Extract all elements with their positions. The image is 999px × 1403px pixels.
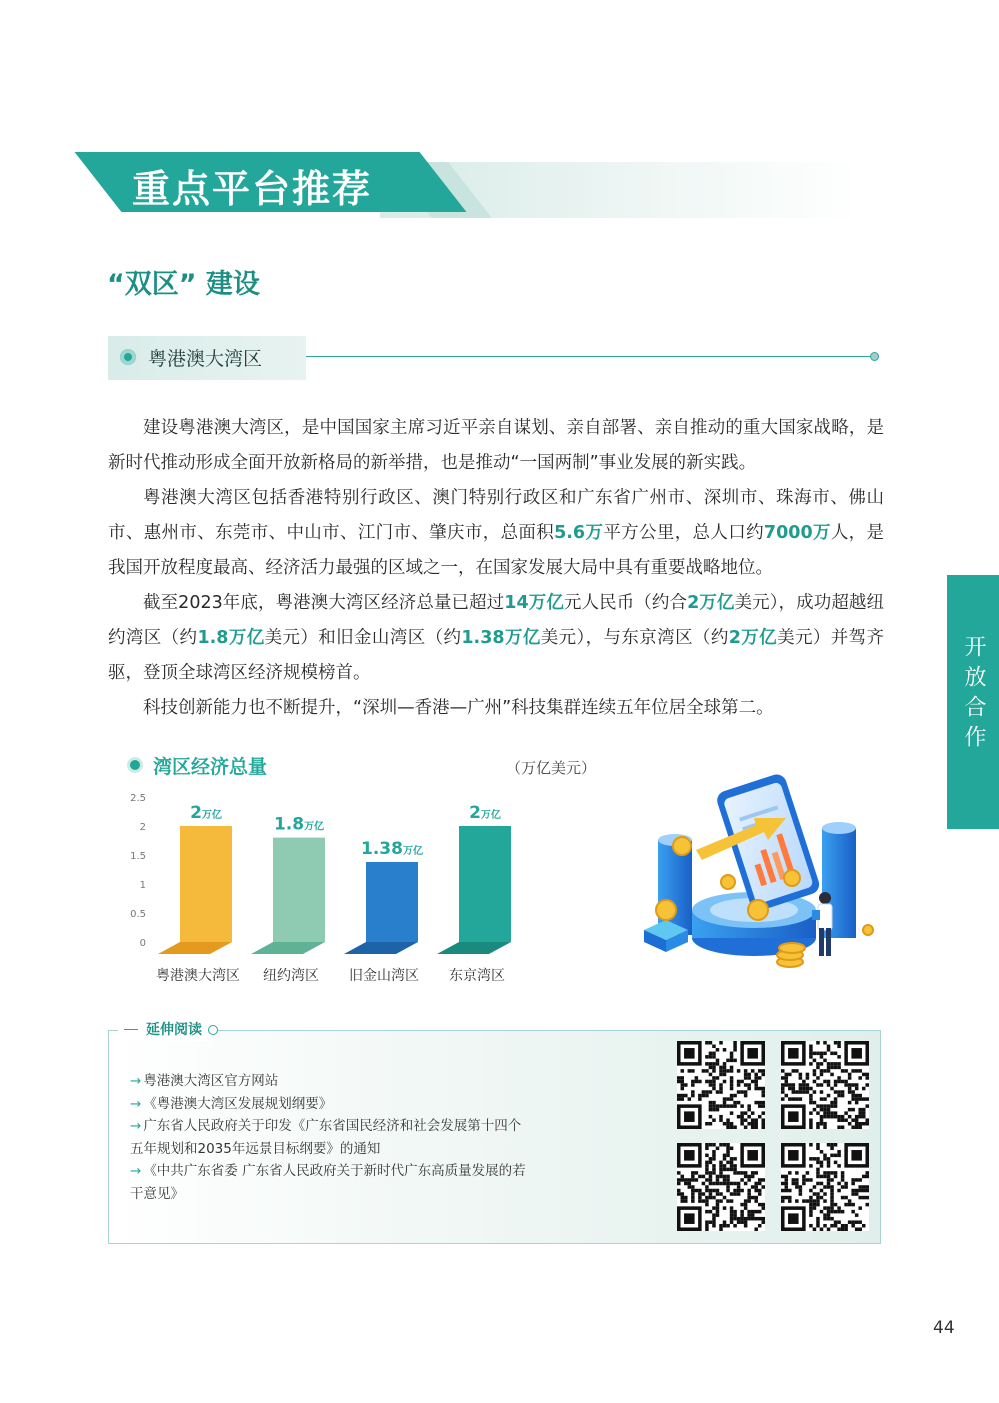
subsection-bullet-icon [120, 349, 136, 365]
text-run: 美元），成功超越纽约湾区（约 [108, 593, 884, 648]
bar-shadow [158, 942, 232, 954]
bar [366, 862, 418, 942]
bar-shadow [344, 942, 418, 954]
divider-end-dot-icon [870, 352, 879, 361]
data-label: 2万亿 [469, 803, 501, 823]
x-tick-label: 纽约湾区 [263, 968, 319, 984]
reading-link[interactable] [130, 1093, 590, 1116]
side-tab-label: 开放合作 [961, 635, 986, 755]
subsection-divider [306, 356, 874, 357]
highlight-figure: 1.38万亿 [461, 628, 541, 648]
text-run: 美元）和旧金山湾区（约 [264, 628, 462, 648]
text-run: 美元），与东京湾区（约 [540, 628, 729, 648]
x-tick-label: 粤港澳大湾区 [156, 968, 240, 984]
body-paragraph [108, 586, 884, 691]
reading-top-border [108, 1030, 881, 1031]
reading-link[interactable] [130, 1183, 590, 1206]
highlight-figure: 2万亿 [728, 628, 778, 648]
reading-link-text: 广东省人民政府关于印发《广东省国民经济和社会发展第十四个 [143, 1118, 522, 1134]
page-number: 44 [933, 1318, 955, 1338]
text-run: 人，是我国开放程度最高、经济活力最强的区域之一，在国家发展大局中具有重要战略地位。 [108, 523, 885, 578]
qr-code-icon[interactable] [781, 1041, 869, 1129]
body-paragraph [108, 481, 884, 586]
chart-bullet-icon [130, 760, 140, 770]
bar [459, 826, 511, 942]
reading-link[interactable] [130, 1070, 590, 1093]
data-label: 2万亿 [190, 803, 222, 823]
qr-code-icon[interactable] [677, 1143, 765, 1231]
side-tab[interactable] [947, 575, 999, 829]
further-reading-title: 延伸阅读 [118, 1019, 212, 1041]
text-run: 美元）并驾齐驱，登顶全球湾区经济规模榜首。 [108, 628, 885, 683]
banner-title: 重点平台推荐 [132, 167, 373, 211]
arrow-right-icon: → [130, 1073, 142, 1089]
y-tick-label: 0.5 [130, 909, 146, 920]
data-label: 1.8万亿 [273, 814, 325, 835]
reading-link-text: 《中共广东省委 广东省人民政府关于新时代广东高质量发展的若 [143, 1163, 526, 1179]
text-run: 元人民币（约合 [563, 593, 688, 613]
highlight-figure: 7000万 [763, 523, 831, 543]
chart-title: 湾区经济总量 [153, 756, 268, 778]
subsection-title: 粤港澳大湾区 [148, 348, 263, 370]
reading-link[interactable] [130, 1138, 590, 1161]
y-tick-label: 1 [139, 880, 146, 891]
highlight-figure: 5.6万 [554, 523, 604, 543]
bar-chart [110, 785, 540, 990]
reading-link[interactable] [130, 1115, 590, 1138]
body-paragraph [108, 691, 884, 726]
reading-link-text: 《粤港澳大湾区发展规划纲要》 [143, 1095, 333, 1112]
reading-link[interactable] [130, 1160, 590, 1183]
header-banner [80, 152, 860, 222]
arrow-right-icon: → [130, 1118, 142, 1134]
y-tick-label: 2 [139, 822, 146, 833]
y-tick-label: 1.5 [130, 851, 146, 862]
qr-code-icon[interactable] [677, 1041, 765, 1129]
bar-shadow [437, 942, 511, 954]
y-tick-label: 2.5 [130, 793, 146, 804]
x-tick-label: 东京湾区 [449, 968, 505, 984]
text-run: 平方公里，总人口约 [603, 523, 764, 543]
text-run: 粤港澳大湾区包括香港特别行政区、澳门特别行政区和广东省广州市、深圳市、珠海市、佛山市、惠州市、东莞市、中山市、江门市、肇庆市，总面积 [108, 488, 884, 543]
highlight-figure: 1.8万亿 [197, 628, 265, 648]
finance-illustration-icon [636, 770, 876, 975]
highlight-figure: 2万亿 [687, 593, 735, 613]
bar [180, 826, 232, 942]
body-text [108, 411, 884, 726]
x-tick-label: 旧金山湾区 [349, 968, 419, 984]
section-title: “双区” 建设 [107, 269, 260, 300]
reading-link-text: 五年规划和2035年远景目标纲要》的通知 [130, 1140, 381, 1157]
further-reading-list [130, 1070, 590, 1205]
bar [273, 838, 325, 942]
text-run: 建设粤港澳大湾区，是中国国家主席习近平亲自谋划、亲自部署、亲自推动的重大国家战略，是新时代推动形成全面开放新格局的新举措，也是推动“一国两制”事业发展的新实践。 [108, 418, 884, 473]
highlight-figure: 14万亿 [504, 593, 564, 613]
qr-code-icon[interactable] [781, 1143, 869, 1231]
body-paragraph [108, 411, 884, 481]
data-label: 1.38万亿 [361, 838, 423, 859]
text-run: 截至2023年底，粤港澳大湾区经济总量已超过 [143, 593, 505, 613]
arrow-right-icon: → [130, 1095, 142, 1112]
arrow-right-icon: → [130, 1163, 142, 1179]
text-run: 科技创新能力也不断提升，“深圳—香港—广州”科技集群连续五年位居全球第二。 [143, 698, 774, 718]
reading-link-text: 粤港澳大湾区官方网站 [143, 1073, 279, 1089]
y-tick-label: 0 [139, 938, 146, 949]
bar-shadow [251, 942, 325, 954]
chart-unit: （万亿美元） [506, 759, 597, 777]
reading-link-text: 干意见》 [130, 1185, 184, 1202]
